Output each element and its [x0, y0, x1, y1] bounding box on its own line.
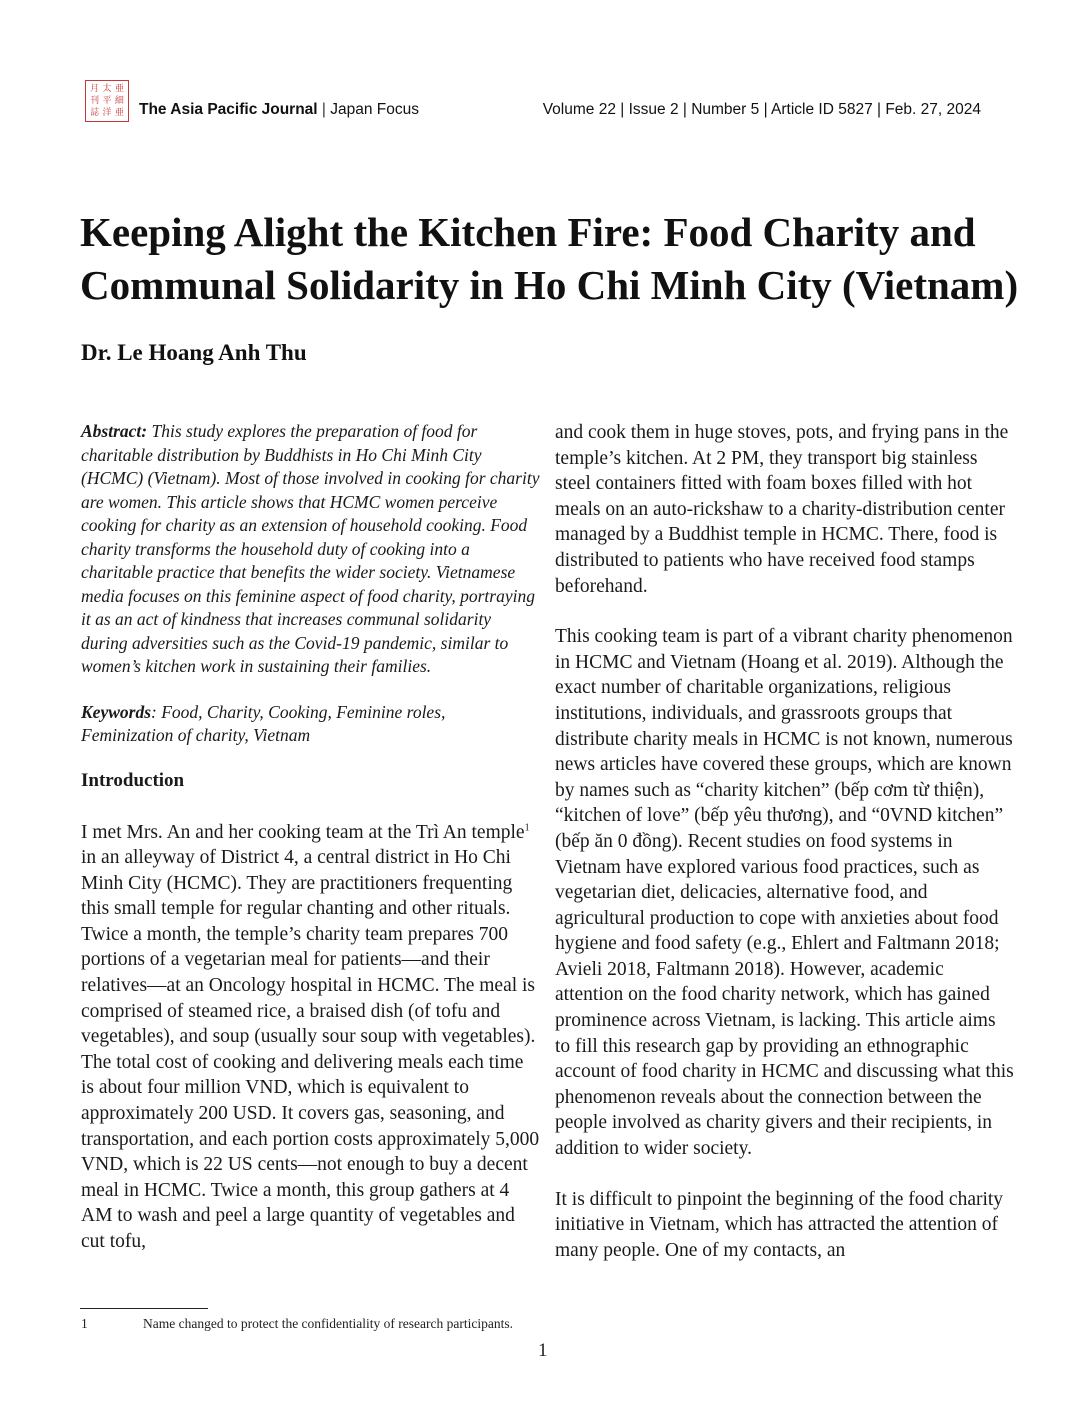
- left-column: [81, 420, 541, 1255]
- keywords-label: Keywords: [81, 701, 151, 722]
- right-column: [555, 420, 1015, 1263]
- keywords-text: : Food, Charity, Cooking, Feminine roles, Feminization of charity, Vietnam: [81, 701, 446, 745]
- logo-glyph: 誌: [90, 108, 100, 118]
- article-title: Keeping Alight the Kitchen Fire: Food Charity and Communal Solidarity in Ho Chi Minh City (Vietnam): [80, 209, 1019, 308]
- abstract-label: Abstract:: [81, 421, 148, 441]
- footnote-ref[interactable]: 1: [524, 822, 530, 833]
- logo-glyph: 刊: [90, 96, 100, 106]
- paragraph-text: I met Mrs. An and her cooking team at the Trì An temple: [81, 821, 525, 843]
- journal-logo: [85, 80, 129, 122]
- page-number: 1: [538, 1340, 548, 1361]
- article-author: Dr. Le Hoang Anh Thu: [81, 340, 307, 365]
- logo-glyph: 亜: [114, 84, 124, 94]
- section-heading-introduction: Introduction: [81, 769, 185, 791]
- footnote-number: 1: [81, 1316, 88, 1331]
- logo-glyph: 月: [90, 84, 100, 94]
- logo-glyph: 平: [102, 96, 112, 106]
- issue-info: Volume 22 | Issue 2 | Number 5 | Article ID 5827 | Feb. 27, 2024: [542, 101, 981, 118]
- logo-glyph: 洋: [102, 108, 112, 118]
- journal-name: The Asia Pacific Journal: [139, 101, 318, 118]
- body-paragraph: It is difficult to pinpoint the beginning of the food charity initiative in Vietnam, which has attracted the attention of many people. One of my contacts, an: [555, 1188, 1004, 1261]
- footnote-text: Name changed to protect the confidentiality of research participants.: [143, 1316, 513, 1331]
- keywords: [81, 701, 541, 748]
- body-paragraph: This cooking team is part of a vibrant charity phenomenon in HCMC and Vietnam (Hoang et al. 2019). Although the exact number of charitable organizations, religious institutions, individuals, and grassroots groups that distribute charity meals in HCMC is not known, numerous news articles have covered these groups, which are known by names such as “charity kitchen” (bếp cơm từ thiện), “kitchen of love” (bếp yêu thương), and “0VND kitchen” (bếp ăn 0 đồng). Recent studies on food systems in Vietnam have explored various food practices, such as vegetarian diet, delicacies, alternative food, and agricultural production to cope with anxieties about food hygiene and food safety (e.g., Ehlert and Faltmann 2018; Avieli 2018, Faltmann 2018). However, academic attention on the food charity network, which has gained prominence across Vietnam, is lacking. This article aims to fill this research gap by providing an ethnographic account of food charity in HCMC and discussing what this phenomenon reveals about the connection between the people involved as charity givers and their recipients, in addition to wider society.: [555, 626, 1014, 1160]
- journal-name-line: [139, 101, 419, 119]
- logo-glyph: 太: [102, 84, 112, 94]
- paragraph-text: in an alleyway of District 4, a central district in Ho Chi Minh City (HCMC). They are practitioners frequenting this small temple for regular chanting and other rituals. Twice a month, the temple’s charity team prepares 700 portions of a vegetarian meal for patients—and their relatives—at an Oncology hospital in HCMC. The meal is comprised of steamed rice, a braised dish (of tofu and vegetables), and soup (usually sour soup with vegetables). The total cost of cooking and delivering meals each time is about four million VND, which is equivalent to approximately 200 USD. It covers gas, seasoning, and transportation, and each portion costs approximately 5,000 VND, which is 22 US cents—not enough to buy a decent meal in HCMC. Twice a month, this group gathers at 4 AM to wash and peel a large quantity of vegetables and cut tofu,: [81, 847, 540, 1252]
- logo-glyph: 細: [114, 96, 124, 106]
- abstract-text: This study explores the preparation of food for charitable distribution by Buddhists in Ho Chi Minh City (HCMC) (Vietnam). Most of those involved in cooking for charity are women. This article shows that HCMC women perceive cooking for charity as an extension of household cooking. Food charity transforms the household duty of cooking into a charitable practice that benefits the wider society. Vietnamese media focuses on this feminine aspect of food charity, portraying it as an act of kindness that increases communal solidarity during adversities such as the Covid-19 pandemic, similar to women’s kitchen work in sustaining their families.: [81, 421, 540, 676]
- footnote: [81, 1316, 541, 1332]
- journal-separator: |: [317, 101, 331, 118]
- journal-header: [85, 80, 985, 124]
- journal-subtitle: Japan Focus: [330, 101, 419, 118]
- logo-glyph: 亜: [114, 108, 124, 118]
- footnote-divider: [80, 1308, 208, 1309]
- body-paragraph: and cook them in huge stoves, pots, and frying pans in the temple’s kitchen. At 2 PM, they transport big stainless steel containers fitted with foam boxes filled with hot meals on an auto-rickshaw to a charity-distribution center managed by a Buddhist temple in HCMC. There, food is distributed to patients who have received food stamps beforehand.: [555, 422, 1009, 597]
- abstract: [81, 420, 541, 679]
- body-paragraph: [81, 820, 541, 1255]
